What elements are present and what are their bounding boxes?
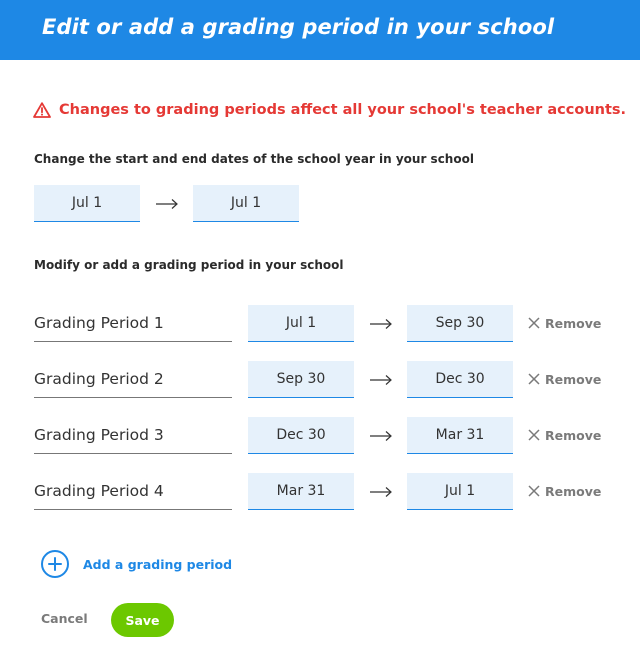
grading-period-start-field[interactable]: Sep 30	[248, 361, 354, 398]
arrow-right-icon	[152, 194, 182, 214]
grading-period-name-input[interactable]: Grading Period 1	[34, 305, 232, 342]
grading-period-end-field[interactable]: Jul 1	[407, 473, 513, 510]
grading-period-start-field[interactable]: Jul 1	[248, 305, 354, 342]
cancel-button[interactable]: Cancel	[41, 611, 88, 626]
grading-period-start-field[interactable]: Mar 31	[248, 473, 354, 510]
close-icon	[527, 484, 541, 498]
save-button[interactable]: Save	[111, 603, 174, 637]
remove-period-button[interactable]	[527, 481, 601, 501]
school-year-label: Change the start and end dates of the school year in your school	[34, 152, 474, 166]
arrow-right-icon	[366, 482, 396, 502]
school-year-end-field[interactable]: Jul 1	[193, 185, 299, 222]
grading-period-name-input[interactable]: Grading Period 3	[34, 417, 232, 454]
close-icon	[527, 428, 541, 442]
close-icon	[527, 316, 541, 330]
grading-period-name-input[interactable]: Grading Period 4	[34, 473, 232, 510]
remove-label: Remove	[545, 427, 602, 443]
warning-triangle-icon	[33, 102, 51, 118]
remove-label: Remove	[545, 315, 602, 331]
arrow-right-icon	[366, 370, 396, 390]
grading-period-end-field[interactable]: Sep 30	[407, 305, 513, 342]
grading-period-end-field[interactable]: Dec 30	[407, 361, 513, 398]
close-icon	[527, 372, 541, 386]
dialog-title: Edit or add a grading period in your school	[42, 15, 555, 39]
grading-period-name-input[interactable]: Grading Period 2	[34, 361, 232, 398]
remove-period-button[interactable]	[527, 313, 601, 333]
add-grading-period-label: Add a grading period	[83, 556, 233, 572]
arrow-right-icon	[366, 314, 396, 334]
remove-period-button[interactable]	[527, 425, 601, 445]
dialog-header	[0, 0, 640, 60]
add-grading-period-button[interactable]	[41, 548, 232, 580]
grading-period-start-field[interactable]: Dec 30	[248, 417, 354, 454]
arrow-right-icon	[366, 426, 396, 446]
remove-label: Remove	[545, 371, 602, 387]
grading-periods-label: Modify or add a grading period in your school	[34, 258, 344, 272]
school-year-start-field[interactable]: Jul 1	[34, 185, 140, 222]
warning-message	[33, 98, 626, 122]
grading-period-end-field[interactable]: Mar 31	[407, 417, 513, 454]
plus-icon	[41, 550, 69, 578]
remove-label: Remove	[545, 483, 602, 499]
remove-period-button[interactable]	[527, 369, 601, 389]
warning-text: Changes to grading periods affect all your school's teacher accounts.	[59, 102, 627, 118]
